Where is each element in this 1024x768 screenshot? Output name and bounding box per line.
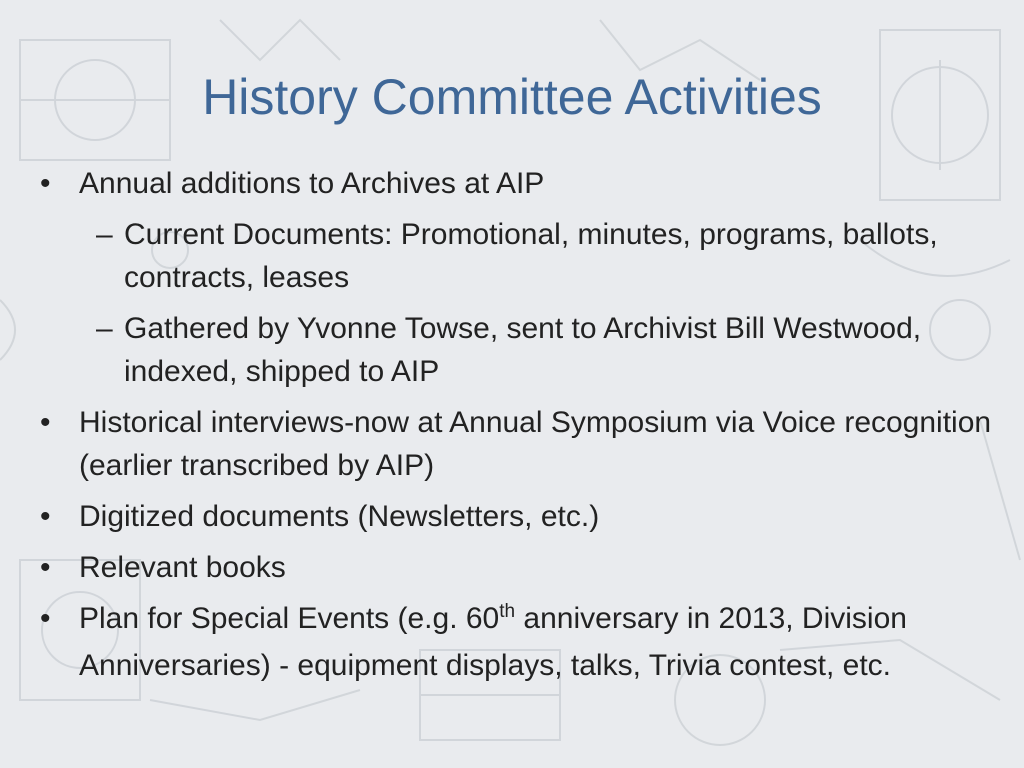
sub-bullet-text: Current Documents: Promotional, minutes, programs, ballots, contracts, leases — [124, 218, 938, 294]
bullet-item — [38, 597, 998, 687]
sub-bullet-glyph: – — [96, 218, 113, 251]
bullet-text: Digitized documents (Newsletters, etc.) — [79, 500, 600, 533]
bullet-item — [38, 546, 998, 589]
bullet-text: Relevant books — [79, 551, 286, 584]
bullet-item — [38, 495, 998, 538]
bullet-item — [38, 162, 998, 205]
sub-bullet-text: Gathered by Yvonne Towse, sent to Archivist Bill Westwood, indexed, shipped to AIP — [124, 312, 922, 388]
bullet-glyph: • — [40, 167, 51, 200]
bullet-text: Historical interviews-now at Annual Symposium via Voice recognition (earlier transcribed by AIP) — [79, 406, 992, 482]
bullet-text-before: Plan for Special Events (e.g. 60 — [79, 602, 500, 635]
bullet-text: Annual additions to Archives at AIP — [79, 167, 545, 200]
slide-title: History Committee Activities — [202, 69, 822, 125]
bullet-glyph: • — [40, 551, 51, 584]
bullet-text-after: anniversary in 2013, Division Anniversaries) - equipment displays, talks, Trivia contest, etc. — [79, 602, 907, 682]
bullet-item — [38, 401, 998, 487]
bullet-glyph: • — [40, 602, 51, 635]
bullet-list — [38, 162, 998, 695]
bullet-text — [79, 602, 907, 682]
bullet-glyph: • — [40, 406, 51, 439]
sub-bullet-item — [38, 307, 998, 393]
sub-bullet-item — [38, 213, 998, 299]
bullet-glyph: • — [40, 500, 51, 533]
ordinal-superscript: th — [499, 601, 516, 622]
sub-bullet-glyph: – — [96, 312, 113, 345]
